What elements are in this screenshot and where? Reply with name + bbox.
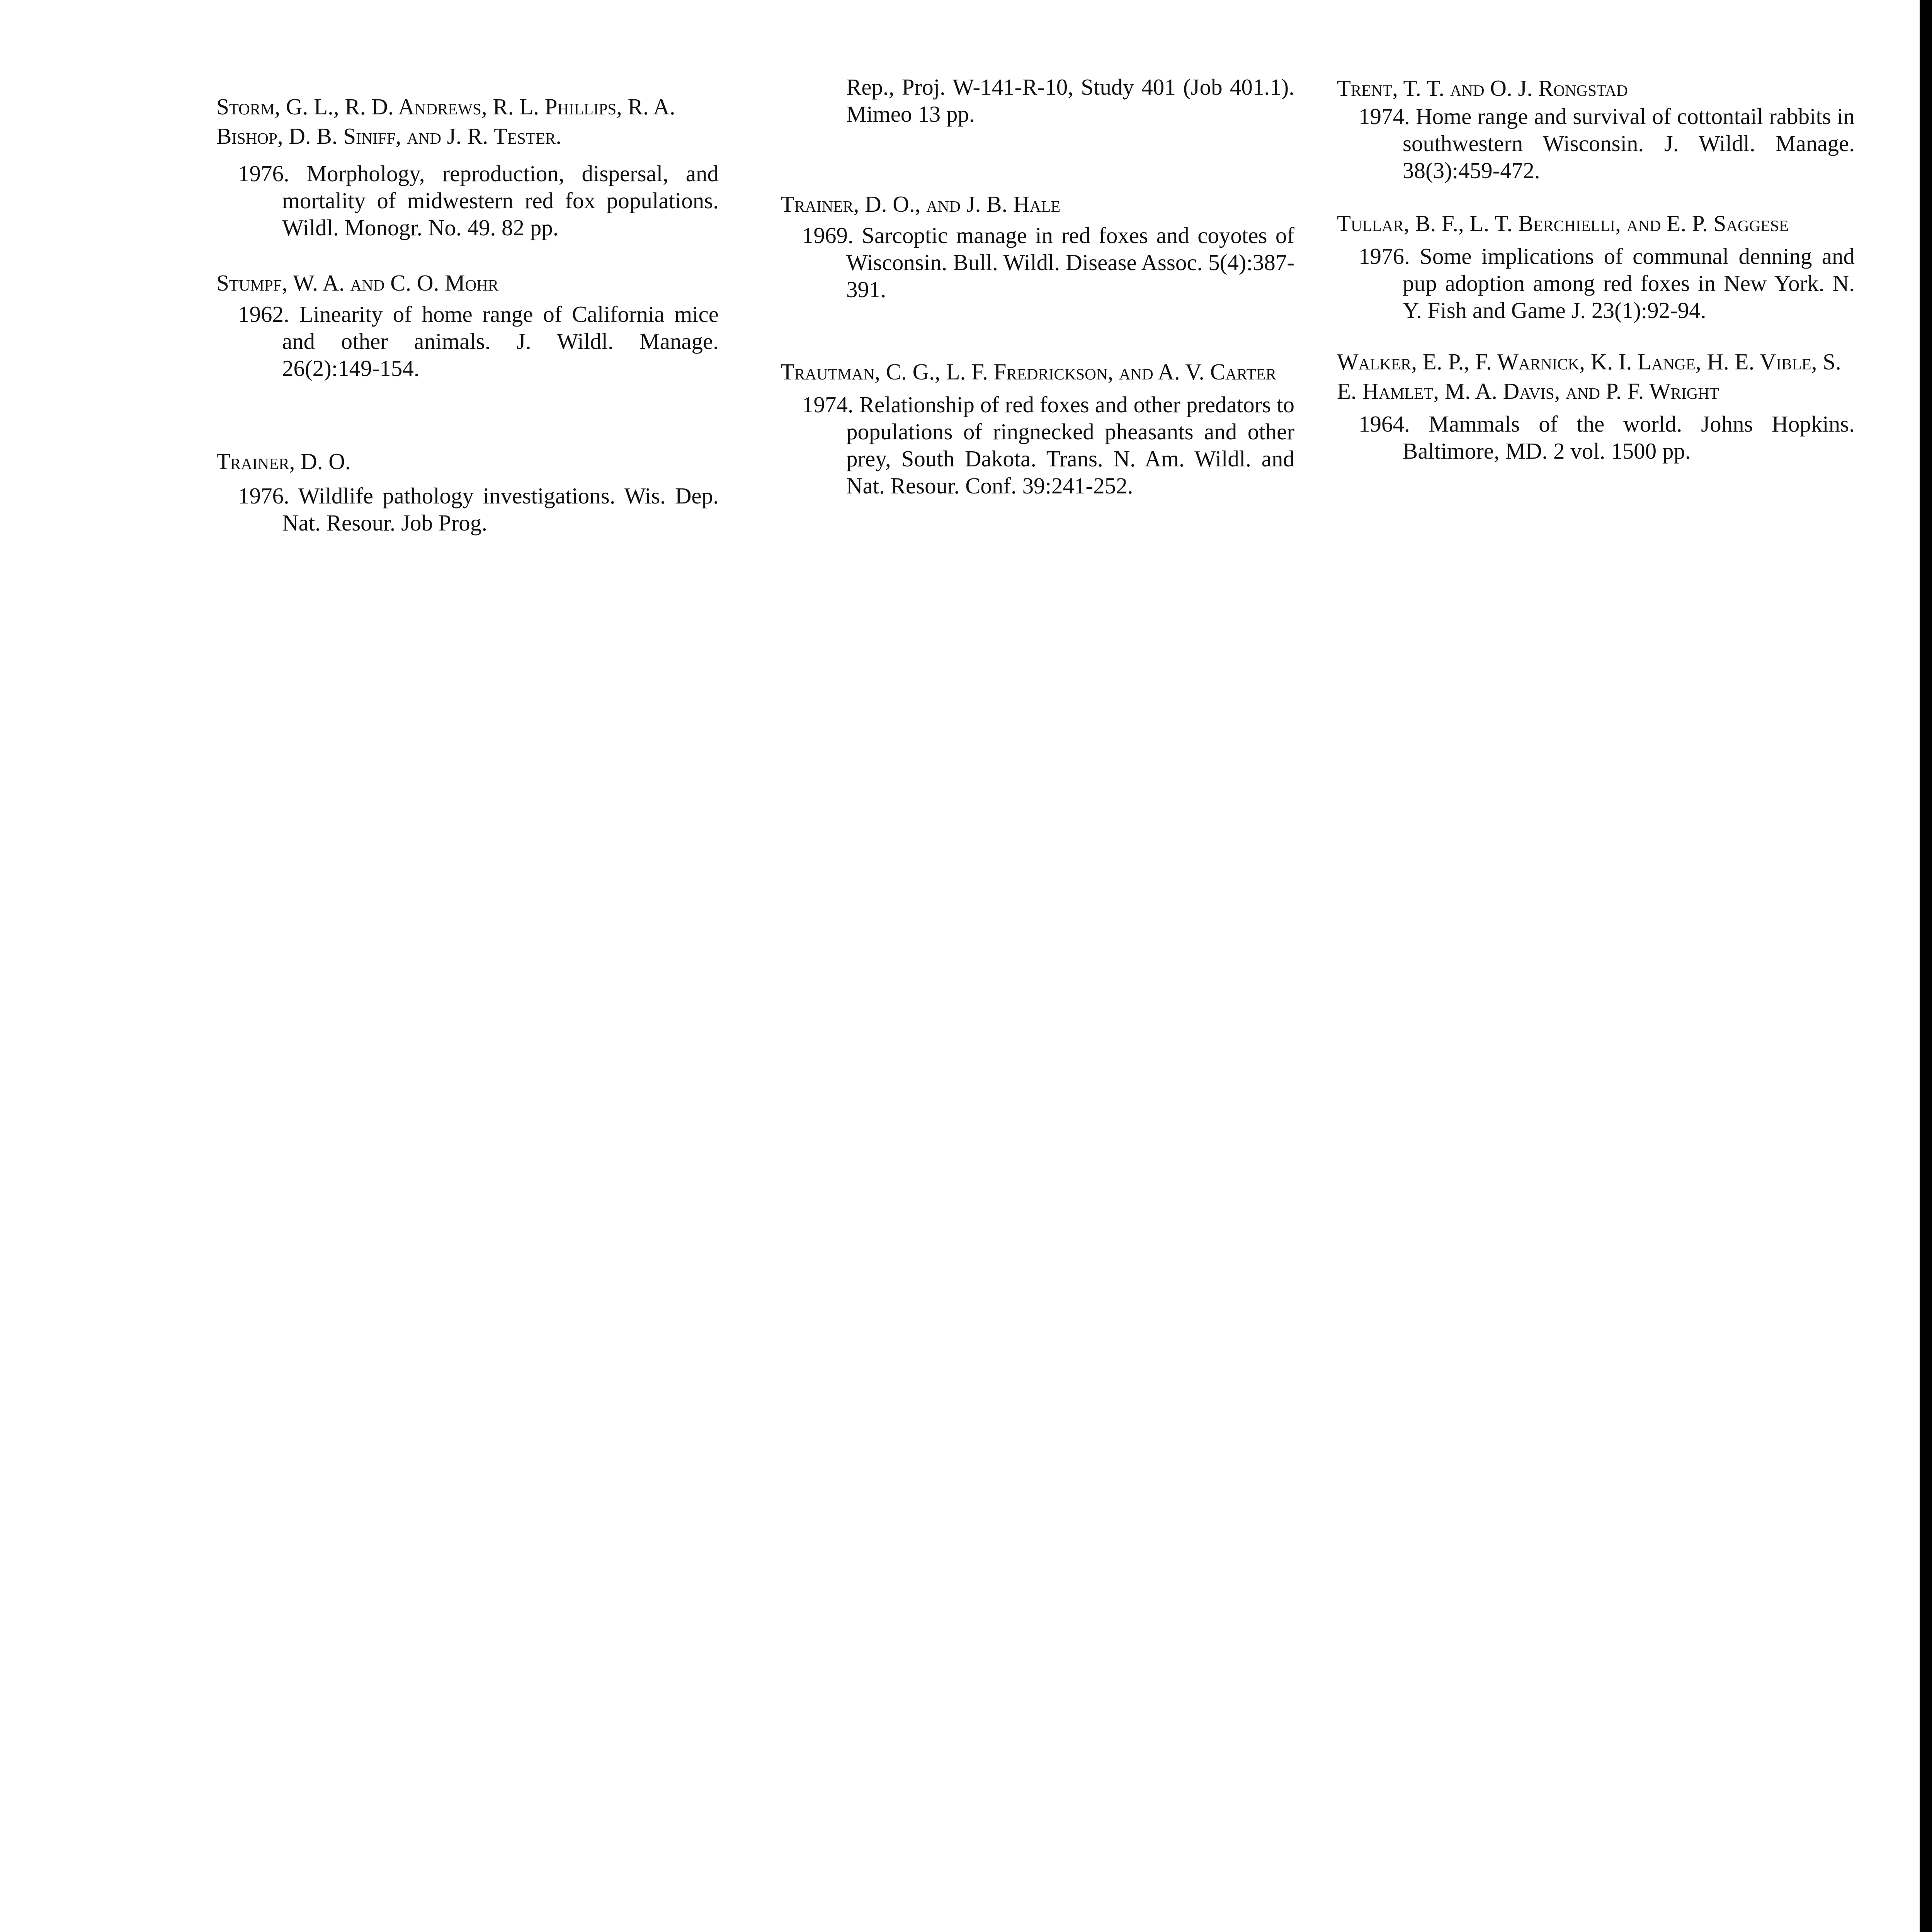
reference-authors: Walker, E. P., F. Warnick, K. I. Lange, H. E. Vible, S. E. Hamlet, M. A. Davis, and P. F. Wright xyxy=(1337,349,1841,404)
reference-citation: 1974. Home range and survival of cottontail rabbits in southwestern Wisconsin. J. Wildl. Manage. 38(3):459-472. xyxy=(1359,104,1855,183)
reference-continuation: Rep., Proj. W-141-R-10, Study 401 (Job 401.1). Mimeo 13 pp. xyxy=(846,74,1294,127)
reference-authors: Trainer, D. O. xyxy=(216,449,351,474)
reference-authors: Trent, T. T. and O. J. Rongstad xyxy=(1337,75,1628,101)
reference-citation: 1976. Some implications of communal denning and pup adoption among red foxes in New York. N. Y. Fish and Game J. 23(1):92-94. xyxy=(1359,243,1855,323)
reference-citation: 1964. Mammals of the world. Johns Hopkins. Baltimore, MD. 2 vol. 1500 pp. xyxy=(1359,411,1855,464)
references-column-2 xyxy=(781,73,1294,499)
reference-entry xyxy=(1337,73,1855,184)
reference-entry xyxy=(781,357,1294,499)
reference-citation: 1962. Linearity of home range of California mice and other animals. J. Wildl. Manage. 26(2):149-154. xyxy=(238,301,719,381)
reference-citation: 1974. Relationship of red foxes and other predators to populations of ringnecked pheasants and other prey, South Dakota. Trans. N. Am. Wildl. and Nat. Resour. Conf. 39:241-252. xyxy=(802,392,1294,498)
reference-entry xyxy=(216,92,719,241)
reference-entry xyxy=(216,268,719,382)
reference-entry xyxy=(1337,209,1855,324)
reference-authors: Trainer, D. O., and J. B. Hale xyxy=(781,191,1061,217)
references-column-1 xyxy=(216,73,719,536)
reference-authors: Trautman, C. G., L. F. Fredrickson, and A. V. Carter xyxy=(781,359,1277,384)
reference-citation: 1969. Sarcoptic manage in red foxes and coyotes of Wisconsin. Bull. Wildl. Disease Assoc. 5(4):387-391. xyxy=(802,223,1294,302)
reference-entry xyxy=(781,189,1294,303)
reference-citation: 1976. Morphology, reproduction, dispersal, and mortality of midwestern red fox populations. Wildl. Monogr. No. 49. 82 pp. xyxy=(238,161,719,240)
reference-authors: Tullar, B. F., L. T. Berchielli, and E. P. Saggese xyxy=(1337,211,1789,236)
references-column-3 xyxy=(1337,73,1855,464)
reference-citation: 1976. Wildlife pathology investigations. Wis. Dep. Nat. Resour. Job Prog. xyxy=(238,483,719,536)
reference-entry xyxy=(216,447,719,536)
reference-entry xyxy=(1337,347,1855,464)
reference-authors: Stumpf, W. A. and C. O. Mohr xyxy=(216,270,499,296)
reference-authors: Storm, G. L., R. D. Andrews, R. L. Phillips, R. A. Bishop, D. B. Siniff, and J. R. Tester. xyxy=(216,94,675,149)
